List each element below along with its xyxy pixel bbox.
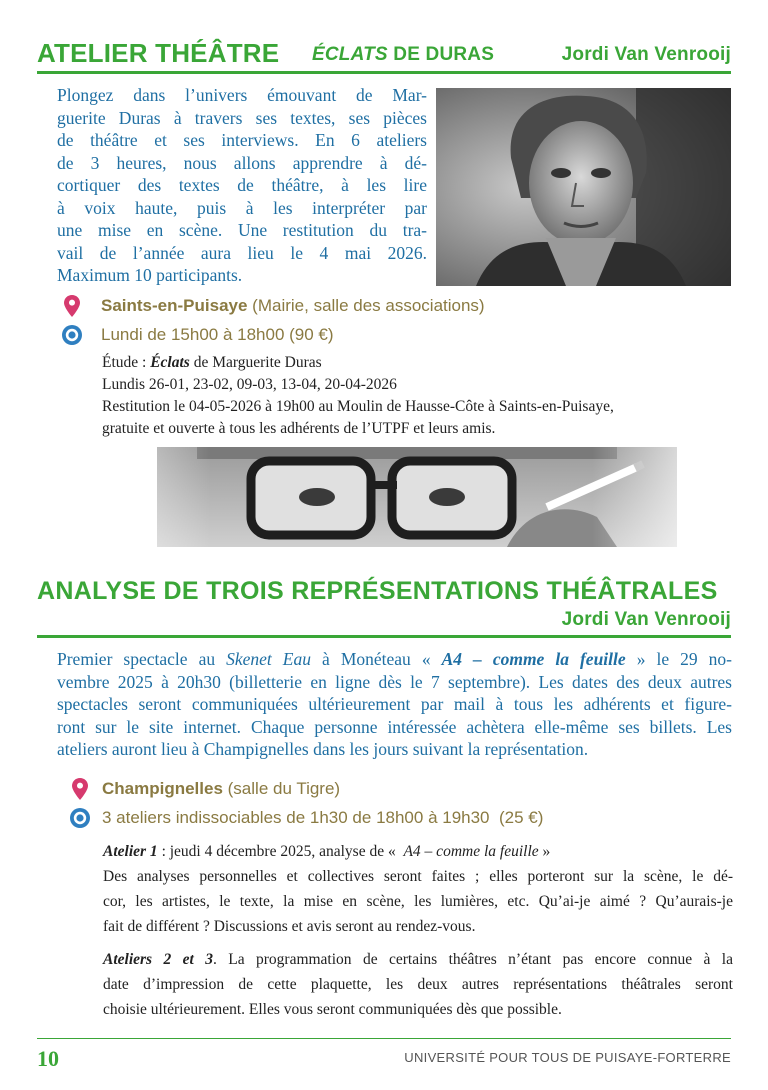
atelier1-end: » [538,843,551,860]
section1-schedule-row [62,323,334,347]
schedule-text: 3 ateliers indissociables de 1h30 de 18h00 à 19h30 (25 €) [102,808,544,827]
portrait-photo [436,88,731,286]
intro-line: vembre 2025 à 20h30 (billetterie en ligne dès le 7 septembre). Les dates des deux autres [57,671,732,692]
footer-rule [37,1038,731,1039]
intro-line: de théâtre et ses interviews. En 6 ateliers [57,130,427,150]
location-text [101,296,485,316]
intro-line: cortiquer des textes de théâtre, à les lire [57,175,427,195]
intro-part-italic: Skenet Eau [226,649,311,669]
atelier23-first: . La programmation de certains théâtres n’étant pas encore connue à la [212,951,733,968]
schedule-text: Lundi de 15h00 à 18h00 (90 €) [101,325,334,344]
portrait-illustration [436,88,731,286]
intro-line: de 3 heures, nous allons apprendre à dé- [57,152,427,173]
intro-part: Premier spectacle au [57,649,227,669]
subtitle-rest: DE DURAS [387,44,495,65]
section1-title: ATELIER THÉÂTRE [37,38,280,68]
section2-details [103,840,733,1022]
intro-line: à voix haute, puis à les interpréter par [57,197,427,218]
intro-line: vail de l’année aura lieu le 4 mai 2026. [57,242,427,263]
etude-rest: de Marguerite Duras [189,354,322,371]
location-bold: Champignelles [102,779,223,798]
section2-location-row [72,777,340,801]
section1-author: Jordi Van Venrooij [561,44,731,65]
intro-line: une mise en scène. Une restitution du tra- [57,220,427,240]
intro-line: ateliers auront lieu à Champignelles dans les jours suivant la représentation. [57,739,589,759]
atelier23-label: Ateliers 2 et 3 [103,951,213,968]
location-rest: (salle du Tigre) [222,779,341,798]
dates-line: Lundis 26-01, 23-02, 09-03, 13-04, 20-04-2026 [102,376,397,393]
section1-subtitle [312,44,494,66]
map-pin-icon [72,778,88,800]
restitution-line: gratuite et ouverte à tous les adhérents de l’UTPF et leurs amis. [102,420,496,437]
atelier1-label: Atelier 1 [103,843,158,860]
glasses-illustration [37,447,731,547]
location-rest: (Mairie, salle des associations) [247,296,485,315]
section1-location-row [64,294,485,318]
etude-line [102,352,742,374]
etude-title: Éclats [150,354,190,371]
section2-author: Jordi Van Venrooij [561,609,731,630]
restitution-line: Restitution le 04-05-2026 à 19h00 au Moulin de Hausse-Côte à Saints-en-Puisaye, [102,398,614,415]
section2-rule [37,635,731,638]
page-number: 10 [37,1046,59,1071]
intro-part: à Monéteau « [311,649,442,669]
intro-line: guerite Duras à travers ses textes, ses pièces [57,107,427,128]
atelier1-line: Des analyses personnelles et collectives seront faites ; elles porteront sur la scène, le dé- [103,868,733,885]
footer-organization: UNIVERSITÉ POUR TOUS DE PUISAYE-FORTERRE [404,1050,731,1065]
section1-details [102,352,742,440]
atelier1-title: A4 – comme la feuille [403,843,539,860]
location-text [102,779,340,799]
atelier1-rest: : jeudi 4 décembre 2025, analyse de « [157,843,404,860]
intro-part-bold-italic: A4 – comme la feuille [441,649,626,669]
location-bold: Saints-en-Puisaye [101,296,248,315]
atelier1-heading [103,840,733,864]
atelier1-line: cor, les artistes, le texte, la mise en scène, les lumières, etc. Qu’ai-je aimé ? Qu’aurais-je [103,893,733,910]
etude-label: Étude : [102,354,151,371]
atelier23-heading [103,947,733,972]
clock-target-icon [70,808,90,828]
section1-intro [57,84,427,287]
intro-part: » le 29 no- [625,649,732,669]
intro-line: ront sur le site internet. Chaque personne intéressée achètera elle-même ses billets. Les [57,716,732,737]
map-pin-icon [64,295,80,317]
clock-target-icon [62,325,82,345]
section2-intro [57,648,732,761]
subtitle-italic: ÉCLATS [312,44,388,65]
intro-line [57,648,732,671]
section1-rule [37,71,731,74]
glasses-photo-band [37,447,731,547]
section2-title: ANALYSE DE TROIS REPRÉSENTATIONS THÉÂTRALES [37,577,718,605]
section2-schedule-row [70,806,543,830]
intro-line: spectacles seront communiquées ultérieurement par mail à tous les adhérents et figure- [57,694,732,714]
intro-line: Maximum 10 participants. [57,265,243,285]
intro-line: Plongez dans l’univers émouvant de Mar- [57,85,427,105]
atelier23-line: date d’impression de cette plaquette, les deux autres représentations théâtrales seront [103,976,733,993]
atelier23-line: choisie ultérieurement. Elles vous seront communiquées dès que possible. [103,1001,562,1018]
atelier1-line: fait de différent ? Discussions et avis seront au rendez-vous. [103,918,476,935]
